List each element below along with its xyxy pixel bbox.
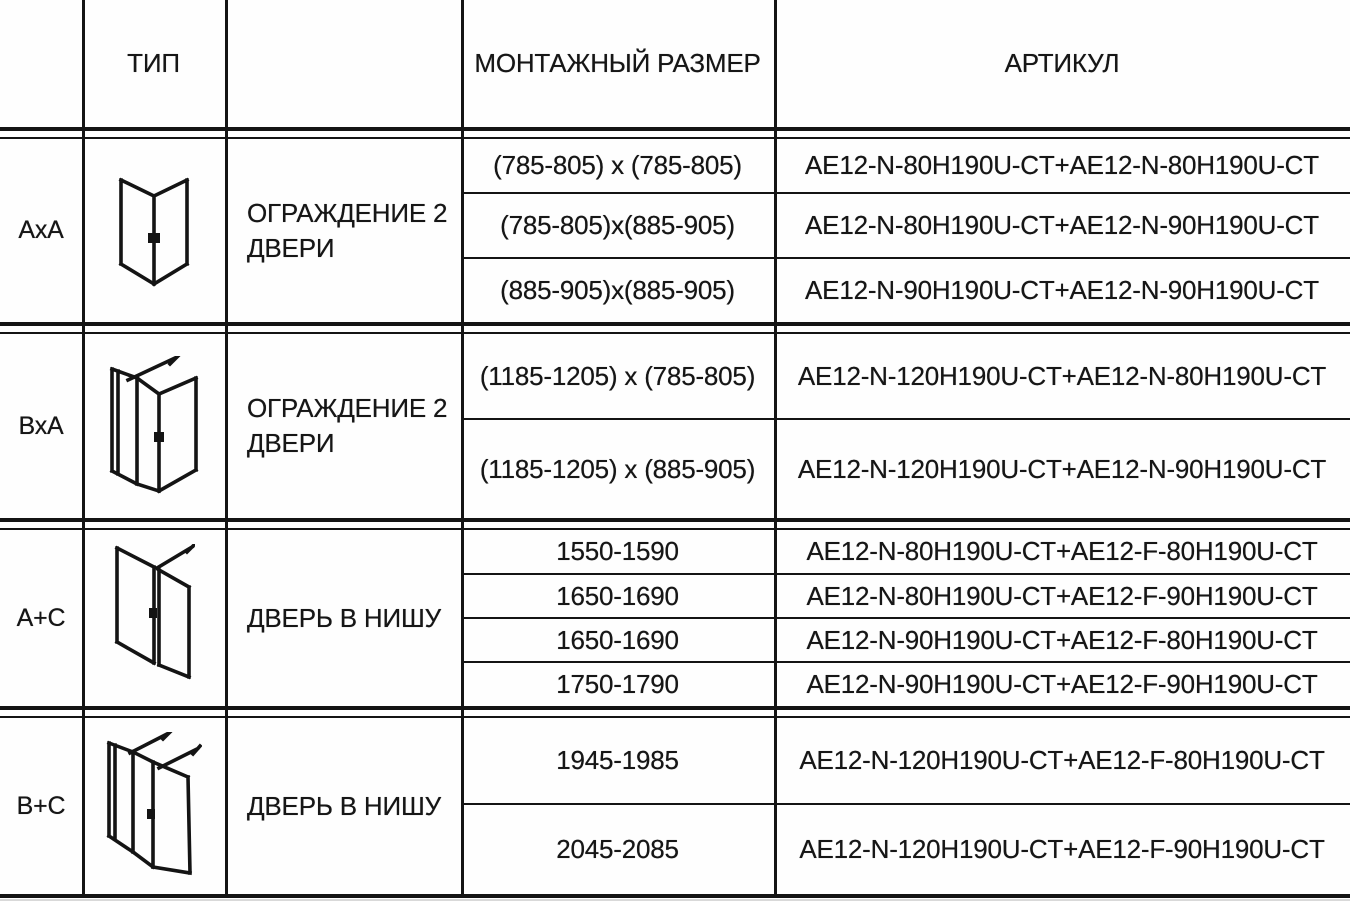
niche-door-with-side-panel-icon bbox=[82, 530, 225, 706]
size-cell: 2045-2085 bbox=[556, 834, 679, 864]
niche-door-with-two-panels-icon bbox=[82, 718, 225, 894]
article-cell: AE12-N-90H190U-CT+AE12-F-90H190U-CT bbox=[806, 669, 1318, 699]
type-description: ДВЕРЬ В НИШУ bbox=[247, 602, 441, 633]
size-cell: (885-905)х(885-905) bbox=[500, 275, 735, 305]
size-cell: 1750-1790 bbox=[556, 669, 679, 699]
article-cell: AE12-N-120H190U-CT+AE12-F-90H190U-CT bbox=[799, 834, 1325, 864]
size-cell: (785-805) x (785-805) bbox=[493, 150, 742, 180]
article-cell: AE12-N-120H190U-CT+AE12-N-90H190U-CT bbox=[797, 453, 1327, 484]
size-cell: 1650-1690 bbox=[556, 580, 679, 611]
size-cell: 1550-1590 bbox=[556, 536, 679, 566]
size-cell: (1185-1205) x (785-805) bbox=[479, 360, 756, 391]
article-cell: AE12-N-80H190U-CT+AE12-F-90H190U-CT bbox=[806, 580, 1318, 611]
type-code: АхА bbox=[18, 216, 64, 244]
corner-enclosure-two-doors-side-panel-icon bbox=[82, 334, 225, 518]
group-divider bbox=[0, 518, 1350, 522]
type-code: ВхА bbox=[18, 411, 64, 440]
type-description: ОГРАЖДЕНИЕ 2 ДВЕРИ bbox=[247, 197, 448, 263]
header-type: ТИП bbox=[127, 48, 180, 78]
size-cell: 1650-1690 bbox=[556, 624, 679, 655]
type-code: А+С bbox=[16, 603, 66, 632]
header-divider bbox=[0, 127, 1350, 131]
article-cell: AE12-N-80H190U-CT+AE12-N-80H190U-CT bbox=[805, 150, 1319, 180]
size-cell: (1185-1205) x (885-905) bbox=[479, 453, 756, 484]
type-description: ДВЕРЬ В НИШУ bbox=[247, 790, 441, 821]
type-description: ОГРАЖДЕНИЕ 2 ДВЕРИ bbox=[247, 393, 448, 458]
article-cell: AE12-N-120H190U-CT+AE12-N-80H190U-CT bbox=[797, 360, 1327, 391]
article-cell: AE12-N-90H190U-CT+AE12-F-80H190U-CT bbox=[806, 624, 1318, 655]
article-cell: AE12-N-120H190U-CT+AE12-F-80H190U-CT bbox=[799, 745, 1325, 775]
header-article: АРТИКУЛ bbox=[1004, 48, 1120, 78]
corner-enclosure-two-doors-icon bbox=[82, 139, 225, 322]
article-cell: AE12-N-80H190U-CT+AE12-N-90H190U-CT bbox=[805, 210, 1319, 240]
table-bottom-border bbox=[0, 894, 1350, 898]
article-cell: AE12-N-80H190U-CT+AE12-F-80H190U-CT bbox=[806, 536, 1318, 566]
size-cell: 1945-1985 bbox=[556, 745, 679, 775]
size-cell: (785-805)х(885-905) bbox=[500, 210, 735, 240]
type-code: В+С bbox=[16, 791, 66, 820]
header-mount-size: МОНТАЖНЫЙ РАЗМЕР bbox=[474, 48, 761, 78]
group-divider bbox=[0, 706, 1350, 710]
article-cell: AE12-N-90H190U-CT+AE12-N-90H190U-CT bbox=[805, 275, 1319, 305]
group-divider bbox=[0, 322, 1350, 326]
